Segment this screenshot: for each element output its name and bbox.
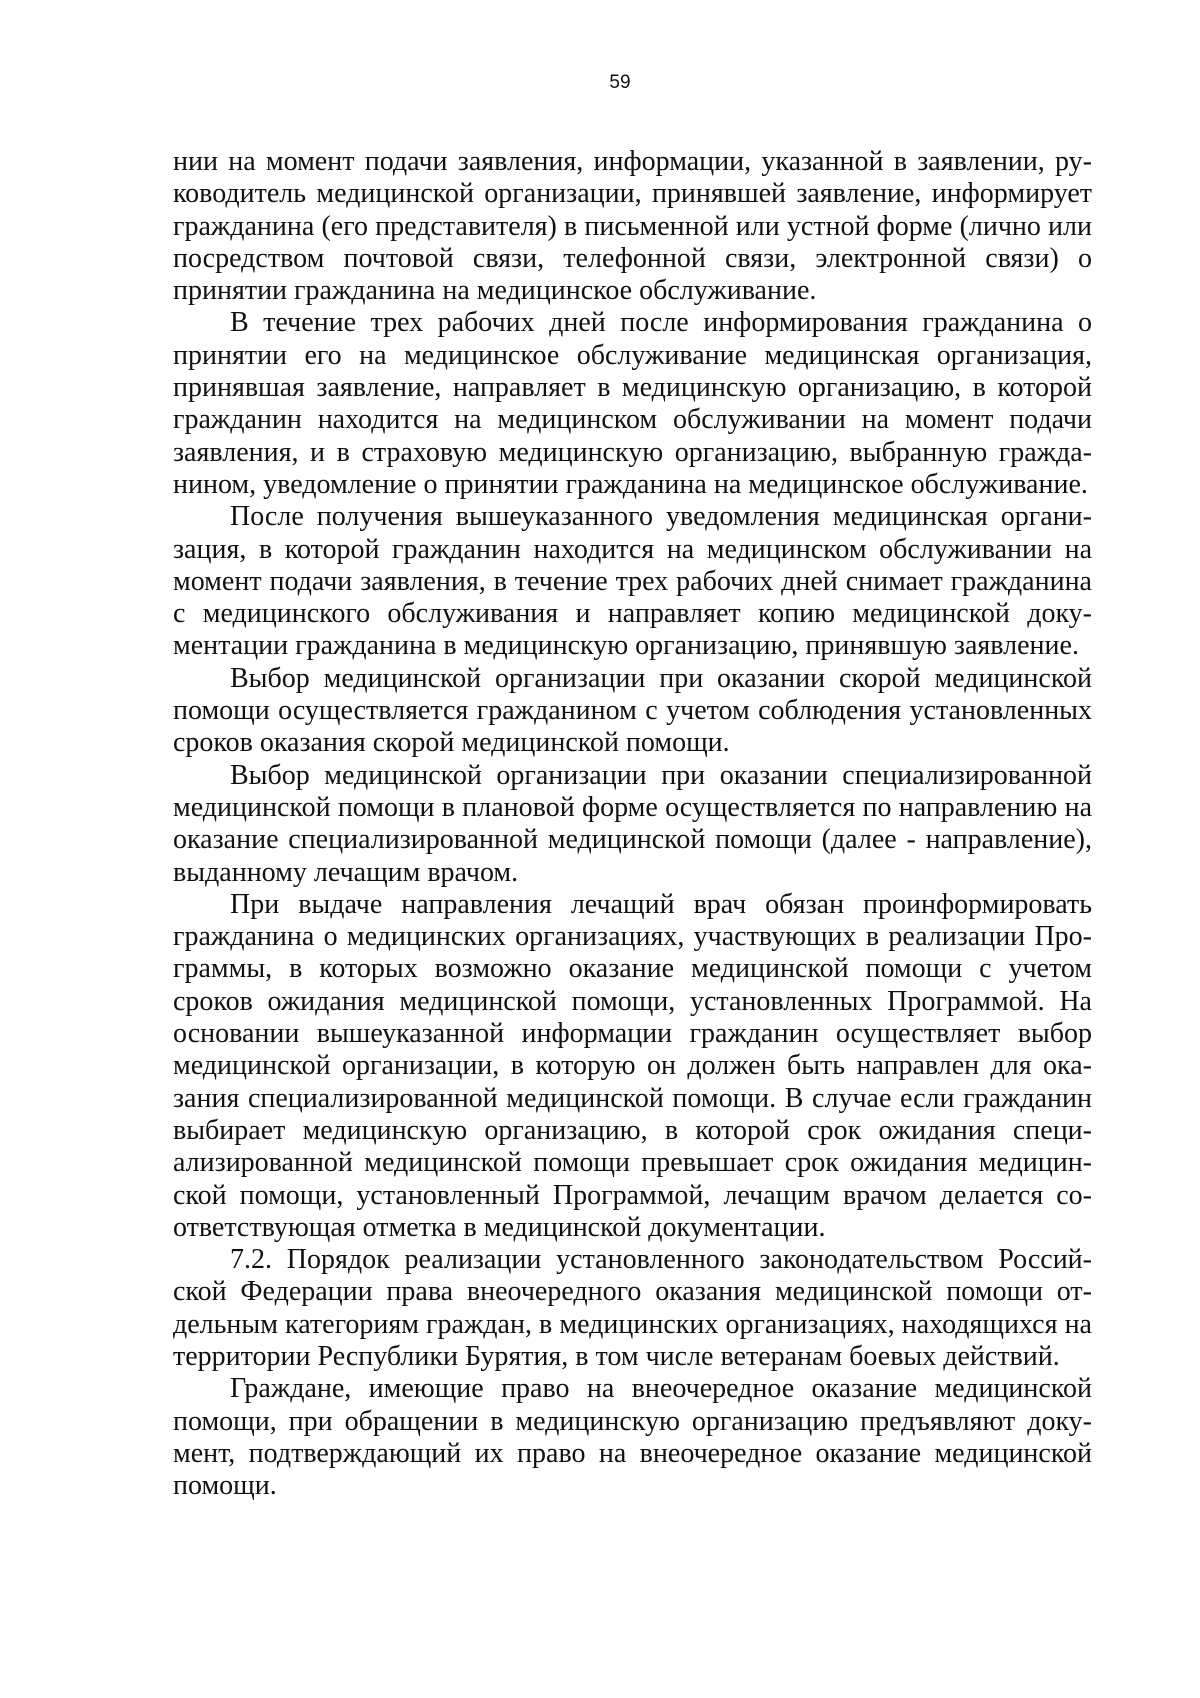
paragraph-2: В течение трех рабочих дней после информирования гражданина о принятии его на медицинское обслуживание медицинская организация, принявшая заявление, направляет в медицинскую организацию, в которой гражданин находится на медицинском обслуживании на момент подачи заявления, и в страховую медицинскую организацию, выбранную гражданином, уведомление о принятии гражданина на медицинское обслуживание. [173, 307, 1092, 500]
page-number: 59 [609, 72, 631, 93]
paragraph-7-2-heading: 7.2. Порядок реализации установленного законодательством Российской Федерации права внеочередного оказания медицинской помощи отдельным категориям граждан, в медицинских организациях, находящихся на территории Республики Бурятия, в том числе ветеранам боевых действий. [173, 1244, 1092, 1372]
paragraph-1: нии на момент подачи заявления, информации, указанной в заявлении, руководитель медицинской организации, принявшей заявление, информирует гражданина (его представителя) в письменной или устной форме (лично или посредством почтовой связи, телефонной связи, электронной связи) о принятии гражданина на медицинское обслуживание. [173, 146, 1092, 307]
paragraph-3: После получения вышеуказанного уведомления медицинская организация, в которой гражданин находится на медицинском обслуживании на момент подачи заявления, в течение трех рабочих дней снимает гражданина с медицинского обслуживания и направляет копию медицинской документации гражданина в медицинскую организацию, принявшую заявление. [173, 501, 1092, 662]
paragraph-6: При выдаче направления лечащий врач обязан проинформировать гражданина о медицинских организациях, участвующих в реализации Программы, в которых возможно оказание медицинской помощи с учетом сроков ожидания медицинской помощи, установленных Программой. На основании вышеуказанной информации гражданин осуществляет выбор медицинской организации, в которую он должен быть направлен для оказания специализированной медицинской помощи. В случае если гражданин выбирает медицинскую организацию, в которой срок ожидания специализированной медицинской помощи превышает срок ожидания медицинской помощи, установленный Программой, лечащим врачом делается соответствующая отметка в медицинской документации. [173, 888, 1092, 1243]
paragraph-4: Выбор медицинской организации при оказании скорой медицинской помощи осуществляется гражданином с учетом соблюдения установленных сроков оказания скорой медицинской помощи. [173, 662, 1092, 759]
paragraph-5: Выбор медицинской организации при оказании специализированной медицинской помощи в плановой форме осуществляется по направлению на оказание специализированной медицинской помощи (далее - направление), выданному лечащим врачом. [173, 759, 1092, 888]
document-body [173, 146, 1092, 1502]
paragraph-8: Граждане, имеющие право на внеочередное оказание медицинской помощи, при обращении в медицинскую организацию предъявляют документ, подтверждающий их право на внеочередное оказание медицинской помощи. [173, 1373, 1092, 1502]
